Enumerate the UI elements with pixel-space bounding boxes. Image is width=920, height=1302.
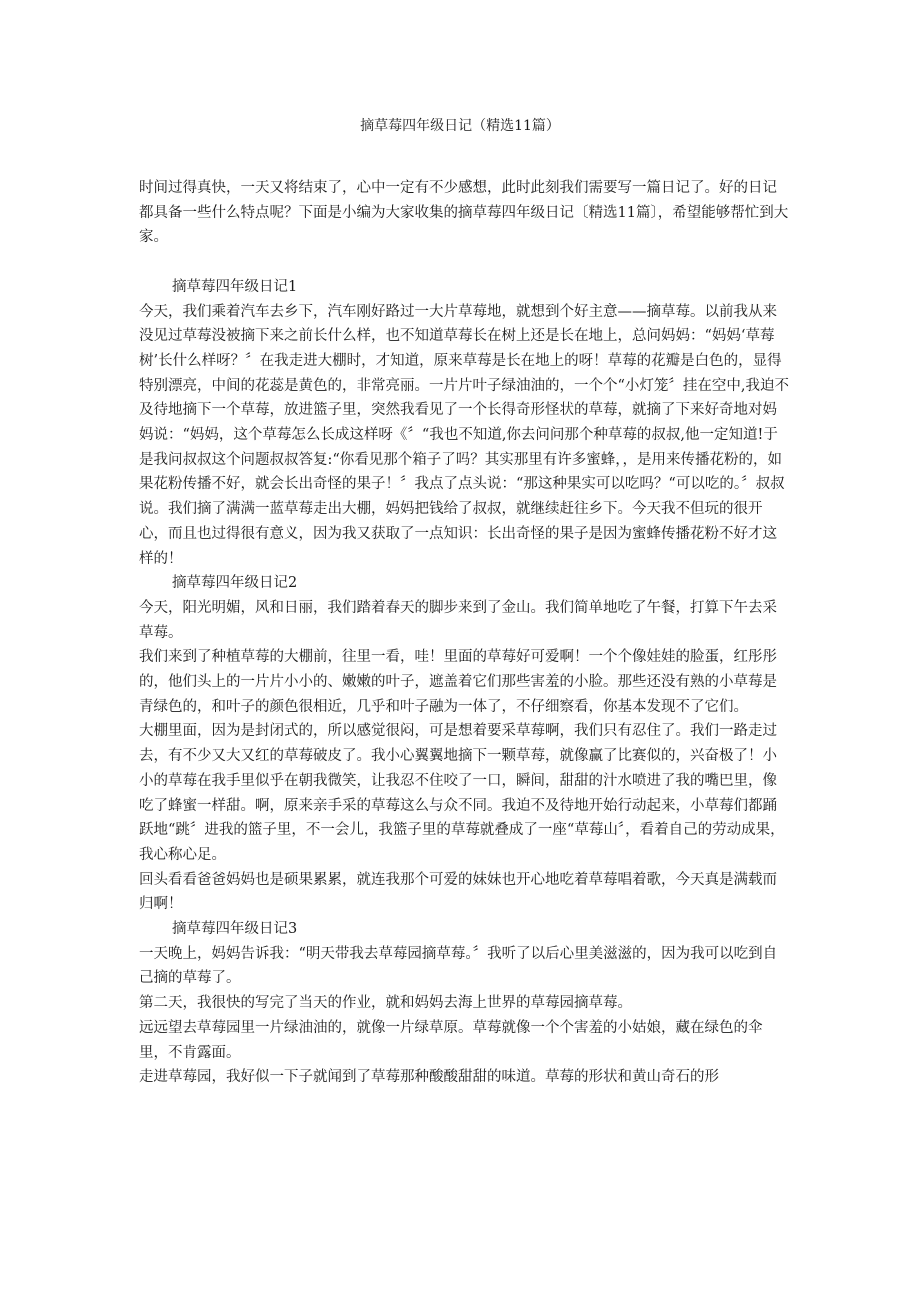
entry-2-paragraph: 回头看看爸爸妈妈也是硕果累累，就连我那个可爱的妹妹也开心地吃着草莓唱着歌，今天真是满载而归啊！: [139, 871, 777, 913]
paragraph-gap: [139, 250, 791, 275]
entry-3-paragraph: 远远望去草莓园里一片绿油油的，就像一片绿草原。草莓就像一个个害羞的小姑娘，藏在绿色的伞里，不肯露面。: [139, 1019, 763, 1061]
entry-3-paragraph: 走进草莓园，我好似一下子就闻到了草莓那种酸酸甜甜的味道。草莓的形状和黄山奇石的形: [139, 1069, 719, 1086]
entry-2-paragraph: 今天，阳光明媚，风和日丽，我们踏着春天的脚步来到了金山。我们简单地吃了午餐，打算下午去采草莓。: [139, 599, 777, 641]
entry-3-paragraph: 一天晚上，妈妈告诉我：“明天带我去草莓园摘草莓。〞我听了以后心里美滋滋的，因为我可以吃到自己摘的草莓了。: [139, 945, 778, 987]
entry-2-paragraph: 大棚里面，因为是封闭式的，所以感觉很闷，可是想着要采草莓啊，我们只有忍住了。我们一路走过去，有不少又大又红的草莓破皮了。我小心翼翼地摘下一颗草莓，就像赢了比赛似的，兴奋极了！小小的草莓在我手里似乎在朝我微笑，让我忍不住咬了一口，瞬间，甜甜的汁水喷进了我的嘴巴里，像吃了蜂蜜一样甜。啊，原来亲手采的草莓这么与众不同。我迫不及待地开始行动起来，小草莓们都踊跃地“跳〞进我的篮子里，不一会儿，我篮子里的草莓就叠成了一座“草莓山〞，看着自己的劳动成果，我心称心足。: [139, 723, 785, 863]
document-title: 摘草莓四年级日记（精选11篇）: [360, 118, 560, 134]
entry-1-paragraph: 今天，我们乘着汽车去乡下，汽车刚好路过一大片草莓地，就想到个好主意——摘草莓。以前我从来没见过草莓没被摘下来之前长什么样，也不知道草莓长在树上还是长在地上，总问妈妈：“妈妈‘草莓树’长什么样呀？〞在我走进大棚时，才知道，原来草莓是长在地上的呀！草莓的花瓣是白色的，显得特别漂亮，中间的花蕊是黄色的，非常亮丽。一片片叶子绿油油的，一个个“小灯笼〞挂在空中,我迫不及待地摘下一个草莓，放进篮子里，突然我看见了一个长得奇形怪状的草莓，就摘了下来好奇地对妈妈说：“妈妈，这个草莓怎么长成这样呀《〞“我也不知道,你去问问那个种草莓的叔叔,他一定知道!于是我问叔叔这个问题叔叔答复:“你看见那个箱子了吗？其实那里有许多蜜蜂，，是用来传播花粉的，如果花粉传播不好，就会长出奇怪的果子！〞我点了点头说：“那这种果实可以吃吗？“可以吃的。〞叔叔说。我们摘了满满一蓝草莓走出大棚，妈妈把钱给了叔叔，就继续赶往乡下。今天我不但玩的很开心，而且也过得很有意义，因为我又获取了一点知识：长出奇怪的果子是因为蜜蜂传播花粉不好才这样的！: [139, 303, 790, 567]
intro-paragraph: 时间过得真快，一天又将结束了，心中一定有不少感想，此时此刻我们需要写一篇日记了。好的日记都具备一些什么特点呢？下面是小编为大家收集的摘草莓四年级日记〔精选11篇〕，希望能够帮忙到大家。: [139, 180, 789, 246]
entry-3-heading: 摘草莓四年级日记3: [172, 921, 298, 938]
document-body: [139, 176, 791, 1090]
entry-1-heading: 摘草莓四年级日记1: [172, 278, 298, 295]
entry-2-paragraph: 我们来到了种植草莓的大棚前，往里一看，哇！里面的草莓好可爱啊！一个个像娃娃的脸蛋，红彤彤的，他们头上的一片片小小的、嫩嫩的叶子，遮盖着它们那些害羞的小脸。那些还没有熟的小草莓是青绿色的，和叶子的颜色很相近，几乎和叶子融为一体了，不仔细察看，你基本发现不了它们。: [139, 649, 777, 715]
entry-3-paragraph: 第二天，我很快的写完了当天的作业，就和妈妈去海上世界的草莓园摘草莓。: [139, 995, 632, 1012]
entry-2-heading: 摘草莓四年级日记2: [172, 575, 298, 592]
